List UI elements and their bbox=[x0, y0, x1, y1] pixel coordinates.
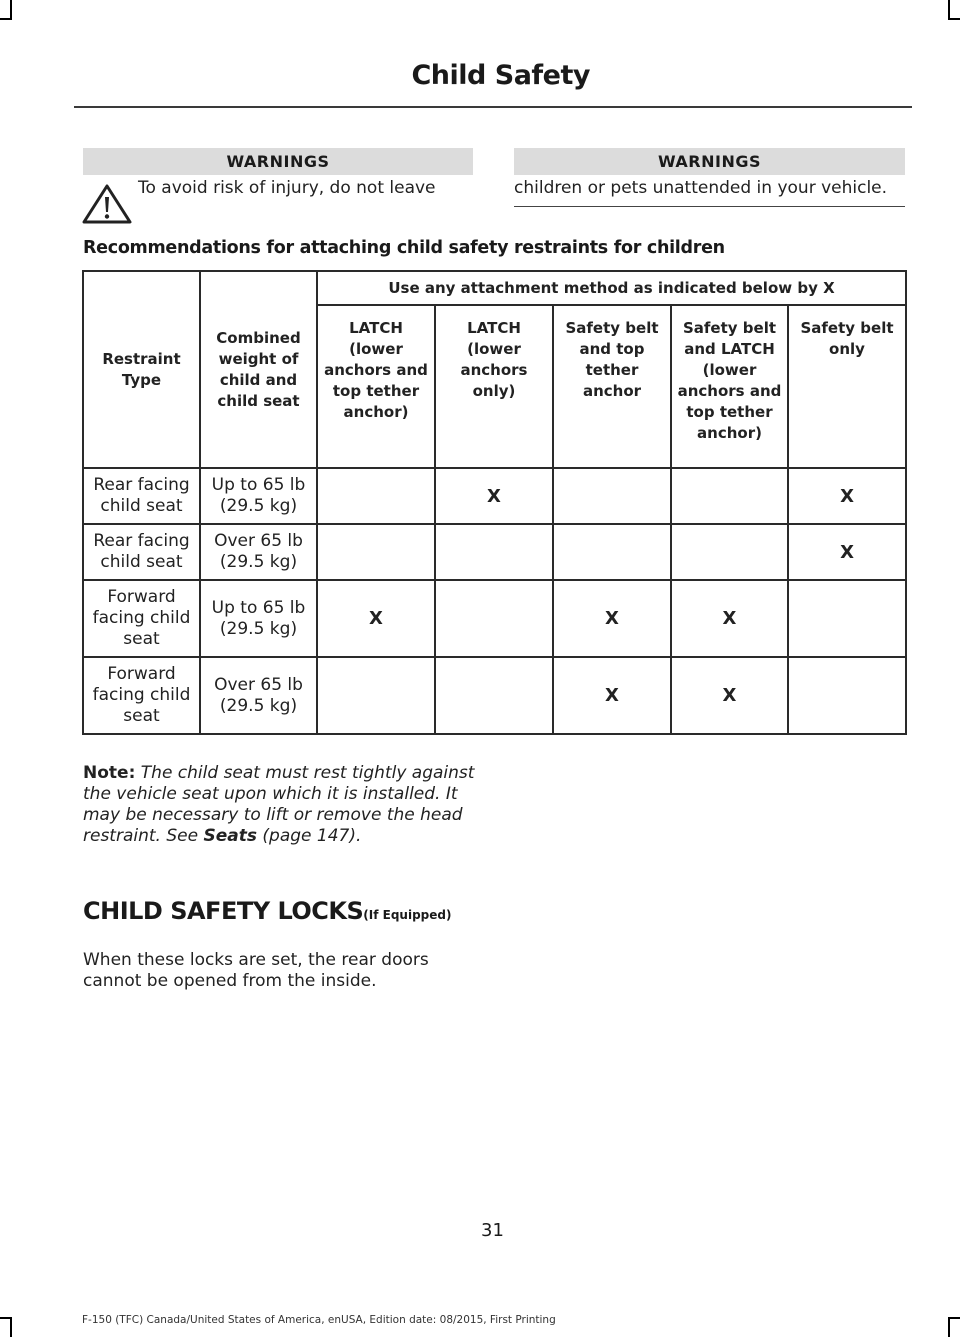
page-title: Child Safety bbox=[411, 60, 590, 91]
locks-body: When these locks are set, the rear doors cannot be opened from the inside. bbox=[83, 950, 429, 991]
cell-mark: X bbox=[317, 580, 435, 657]
header-method: LATCH (lower anchors only) bbox=[435, 305, 553, 468]
warning-text-left: To avoid risk of injury, do not leave bbox=[138, 178, 436, 198]
cell-mark: X bbox=[671, 580, 788, 657]
crop-mark bbox=[0, 1317, 12, 1319]
crop-mark bbox=[948, 1319, 950, 1337]
cell-mark bbox=[553, 468, 671, 524]
cell-mark bbox=[553, 524, 671, 580]
header-restraint-type: Restraint Type bbox=[83, 271, 200, 468]
cell-mark bbox=[435, 657, 553, 734]
cell-restraint-type: Forward facing child seat bbox=[83, 657, 200, 734]
note-see-prefix: See bbox=[166, 826, 199, 846]
crop-mark bbox=[948, 1317, 960, 1319]
header-method: Safety belt only bbox=[788, 305, 906, 468]
cell-mark: X bbox=[553, 580, 671, 657]
crop-mark bbox=[0, 18, 12, 20]
cell-mark: X bbox=[553, 657, 671, 734]
table-row bbox=[83, 468, 906, 524]
note-paragraph bbox=[83, 763, 483, 847]
warning-triangle-icon bbox=[82, 184, 132, 224]
cell-mark bbox=[435, 580, 553, 657]
crop-mark bbox=[948, 18, 960, 20]
cell-weight: Up to 65 lb (29.5 kg) bbox=[200, 468, 317, 524]
warning-text-right: children or pets unattended in your vehicle. bbox=[514, 178, 888, 198]
cell-mark: X bbox=[435, 468, 553, 524]
note-label: Note: bbox=[83, 763, 136, 783]
crop-mark bbox=[948, 0, 950, 18]
header-method: Safety belt and top tether anchor bbox=[553, 305, 671, 468]
child-safety-locks-heading bbox=[83, 897, 451, 925]
cell-mark bbox=[671, 468, 788, 524]
note-page-ref: (page 147). bbox=[262, 826, 362, 846]
crop-mark bbox=[10, 0, 12, 18]
cell-mark bbox=[788, 580, 906, 657]
locks-qualifier: (If Equipped) bbox=[363, 908, 452, 922]
header-divider bbox=[74, 106, 912, 108]
note-text: The child seat must rest tightly against the vehicle seat upon which it is installed. It may be necessary to lift or remove the head restraint. bbox=[83, 763, 475, 846]
cell-weight: Over 65 lb (29.5 kg) bbox=[200, 657, 317, 734]
page-number: 31 bbox=[481, 1220, 504, 1241]
cell-mark bbox=[317, 468, 435, 524]
header-method: Safety belt and LATCH (lower anchors and top tether anchor) bbox=[671, 305, 788, 468]
cell-mark bbox=[435, 524, 553, 580]
locks-heading-text: CHILD SAFETY LOCKS bbox=[83, 897, 364, 925]
cell-mark bbox=[317, 524, 435, 580]
warning-rule-right bbox=[514, 206, 905, 207]
cell-restraint-type: Rear facing child seat bbox=[83, 524, 200, 580]
cell-mark: X bbox=[671, 657, 788, 734]
table-row bbox=[83, 580, 906, 657]
section-heading: Recommendations for attaching child safety restraints for children bbox=[83, 238, 725, 258]
cell-mark: X bbox=[788, 468, 906, 524]
table-row bbox=[83, 657, 906, 734]
header-method: LATCH (lower anchors and top tether anchor) bbox=[317, 305, 435, 468]
cell-weight: Up to 65 lb (29.5 kg) bbox=[200, 580, 317, 657]
restraint-table bbox=[82, 270, 907, 735]
warnings-heading-right: WARNINGS bbox=[514, 148, 905, 175]
footer-edition: F-150 (TFC) Canada/United States of America, enUSA, Edition date: 08/2015, First Printing bbox=[82, 1314, 556, 1326]
warnings-heading-left: WARNINGS bbox=[83, 148, 473, 175]
table-row bbox=[83, 524, 906, 580]
header-attachment-method: Use any attachment method as indicated below by X bbox=[317, 271, 906, 305]
cell-mark bbox=[671, 524, 788, 580]
cell-restraint-type: Rear facing child seat bbox=[83, 468, 200, 524]
crop-mark bbox=[10, 1319, 12, 1337]
header-combined-weight: Combined weight of child and child seat bbox=[200, 271, 317, 468]
cell-restraint-type: Forward facing child seat bbox=[83, 580, 200, 657]
cell-weight: Over 65 lb (29.5 kg) bbox=[200, 524, 317, 580]
seats-link[interactable]: Seats bbox=[203, 826, 257, 846]
cell-mark bbox=[317, 657, 435, 734]
cell-mark: X bbox=[788, 524, 906, 580]
cell-mark bbox=[788, 657, 906, 734]
